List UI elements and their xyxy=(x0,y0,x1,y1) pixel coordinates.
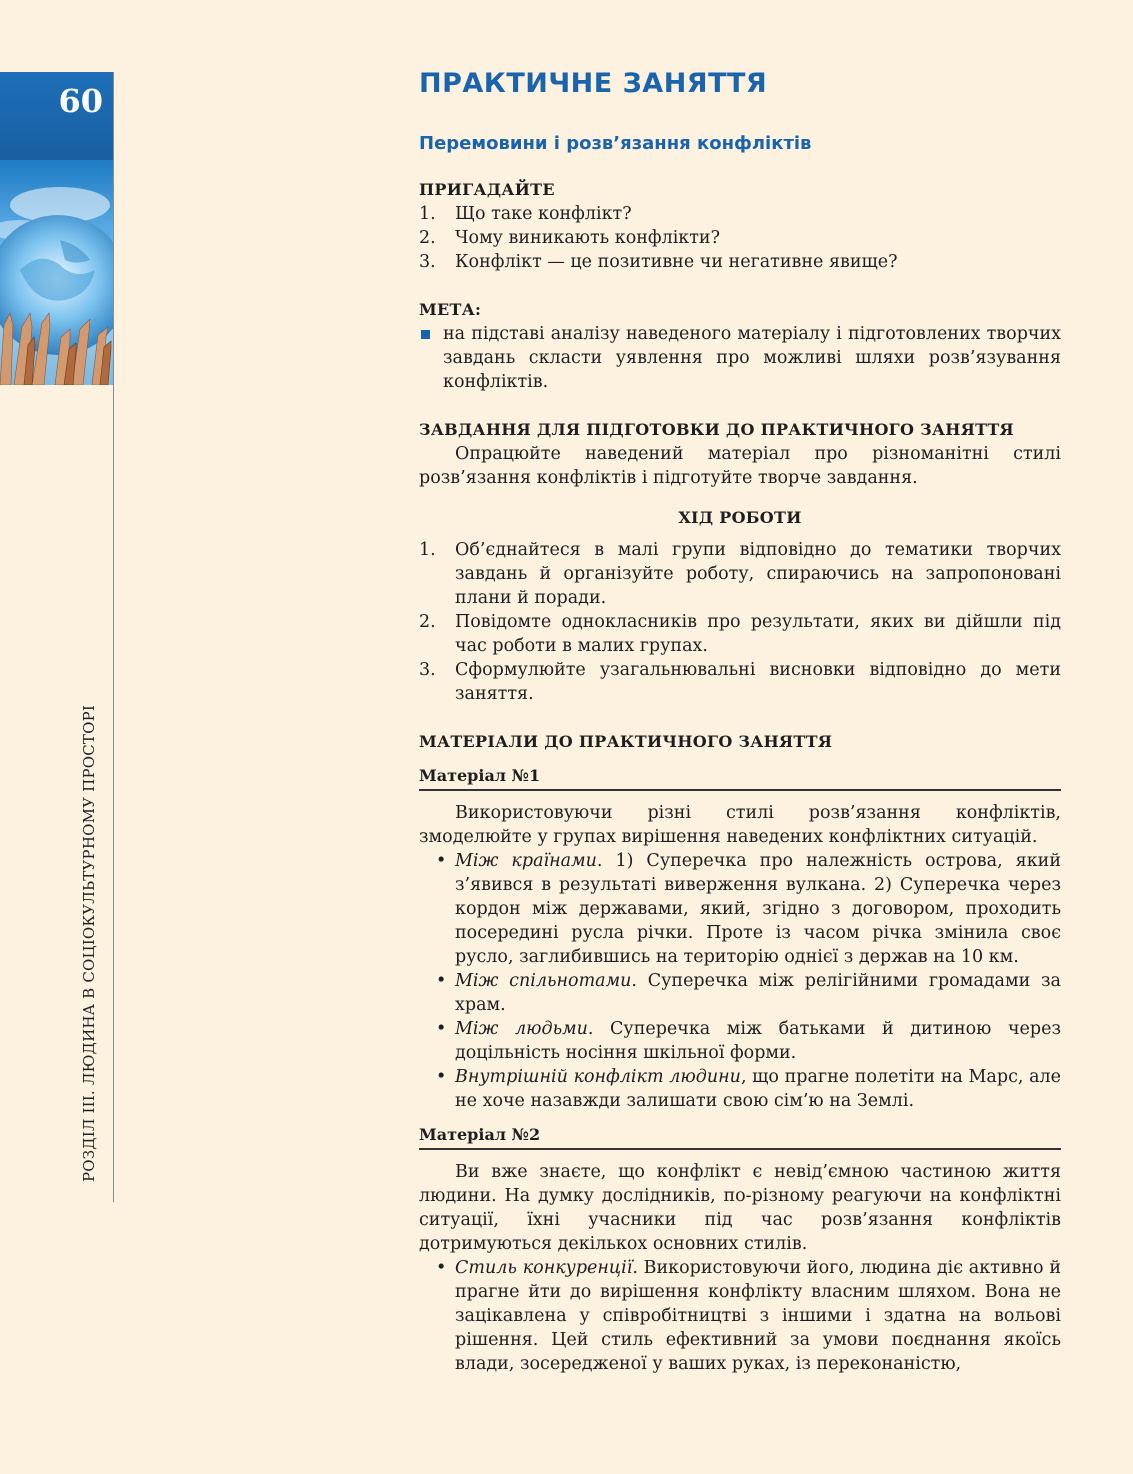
materials-heading: МАТЕРІАЛИ ДО ПРАКТИЧНОГО ЗАНЯТТЯ xyxy=(419,732,833,751)
item-number: 2. xyxy=(419,228,436,248)
remember-heading: ПРИГАДАЙТЕ xyxy=(419,180,555,199)
materials-section xyxy=(419,730,1061,1376)
list-item xyxy=(419,849,1061,969)
material-2-heading: Матеріал №2 xyxy=(419,1123,1061,1150)
remember-list xyxy=(419,202,1061,274)
globe-hands-illustration xyxy=(0,160,113,385)
item-text: Сформулюйте узагальнювальні висновки відповідно до мети заняття. xyxy=(455,660,1061,704)
item-text: . 1) Суперечка про належність острова, який з’явився в результаті виверження вулкана. 2) Суперечка через кордон між державами, який, згідно з договором, проходить посередині русла річки. Проте із часом річка змінила своє русло, заглибившись на територію однієї з держав на 10 км. xyxy=(455,851,1061,967)
material-2 xyxy=(419,1123,1061,1376)
page-number: 60 xyxy=(58,82,103,120)
list-item xyxy=(419,610,1061,658)
page-title: ПРАКТИЧНЕ ЗАНЯТТЯ xyxy=(419,68,768,99)
item-text: Що таке конфлікт? xyxy=(455,204,632,224)
material-1 xyxy=(419,764,1061,1113)
page-content xyxy=(419,60,1061,1376)
item-number: 1. xyxy=(419,204,436,224)
item-text: Конфлікт — це позитивне чи негативне явище? xyxy=(455,252,898,272)
item-text: . Суперечка між релігійними громадами за храм. xyxy=(455,971,1061,1015)
prep-heading: ЗАВДАННЯ ДЛЯ ПІДГОТОВКИ ДО ПРАКТИЧНОГО ЗАНЯТТЯ xyxy=(419,420,1014,439)
item-number: 3. xyxy=(419,252,436,272)
material-1-list xyxy=(419,849,1061,1113)
bullet-icon: • xyxy=(436,1019,447,1039)
material-1-intro: Використовуючи різні стилі розв’язання конфліктів, змоделюйте у групах вирішення наведених конфліктних ситуацій. xyxy=(419,803,1061,847)
list-item xyxy=(419,538,1061,610)
bullet-icon: • xyxy=(436,1067,447,1087)
material-2-list xyxy=(419,1256,1061,1376)
remember-section xyxy=(419,178,1061,274)
goal-list xyxy=(419,322,1061,394)
item-text: , що прагне полетіти на Марс, але не хоче назавжди залишати свою сім’ю на Землі. xyxy=(455,1067,1061,1111)
goal-heading: МЕТА: xyxy=(419,300,482,319)
item-text: Об’єднайтеся в малі групи відповідно до тематики творчих завдань й організуйте роботу, спираючись на запропоновані плани й поради. xyxy=(455,540,1061,608)
bullet-icon: • xyxy=(436,971,447,991)
page-subtitle: Перемовини і розв’язання конфліктів xyxy=(419,133,812,154)
item-number: 3. xyxy=(419,660,436,680)
item-lead: Між людьми xyxy=(455,1019,588,1039)
bullet-icon: • xyxy=(436,851,447,871)
item-lead: Стиль конкуренції xyxy=(455,1258,633,1278)
item-text: . Використовуючи його, людина діє активно й прагне йти до вирішення конфлікту власним шляхом. Вона не зацікавлена у співробітництві з іншими і здатна на вольові рішення. Цей стиль ефективний за умови поєднання якоїсь влади, зосередженої у ваших руках, із переконаністю, xyxy=(455,1258,1061,1374)
list-item xyxy=(419,322,1061,394)
material-2-intro: Ви вже знаєте, що конфлікт є невід’ємною частиною життя людини. На думку дослідників, по-різному реагуючи на конфліктні ситуації, їхні учасники під час розв’язання конфліктів дотримуються декількох основних стилів. xyxy=(419,1162,1061,1254)
item-text: Повідомте однокласників про результати, яких ви дійшли під час роботи в малих групах. xyxy=(455,612,1061,656)
procedure-heading: ХІД РОБОТИ xyxy=(678,508,802,527)
item-text: . Суперечка між батьками й дитиною через доцільність носіння шкільної форми. xyxy=(455,1019,1061,1063)
section-running-title: РОЗДІЛ ІІІ. ЛЮДИНА В СОЦІОКУЛЬТУРНОМУ ПРОСТОРІ xyxy=(80,704,98,1182)
prep-section xyxy=(419,418,1061,490)
list-item xyxy=(419,202,1061,226)
list-item xyxy=(419,1256,1061,1376)
list-item xyxy=(419,1017,1061,1065)
item-lead: Між спільнотами xyxy=(455,971,632,991)
item-text: на підставі аналізу наведеного матеріалу і підготовлених творчих завдань скласти уявлення про можливі шляхи розв’язування конфліктів. xyxy=(443,324,1061,392)
list-item xyxy=(419,250,1061,274)
goal-section xyxy=(419,298,1061,394)
list-item xyxy=(419,1065,1061,1113)
item-text: Чому виникають конфлікти? xyxy=(455,228,720,248)
item-number: 2. xyxy=(419,612,436,632)
list-item xyxy=(419,226,1061,250)
procedure-section xyxy=(419,506,1061,706)
list-item xyxy=(419,969,1061,1017)
material-1-heading: Матеріал №1 xyxy=(419,764,1061,791)
bullet-icon: • xyxy=(436,1258,447,1278)
item-number: 1. xyxy=(419,540,436,560)
list-item xyxy=(419,658,1061,706)
page-number-box xyxy=(0,72,113,160)
procedure-list xyxy=(419,538,1061,706)
square-bullet-icon xyxy=(421,330,430,339)
item-lead: Внутрішній конфлікт людини xyxy=(455,1067,741,1087)
item-lead: Між країнами xyxy=(455,851,597,871)
prep-text: Опрацюйте наведений матеріал про різноманітні стилі розв’язання конфліктів і підготуйте творче завдання. xyxy=(419,444,1061,488)
